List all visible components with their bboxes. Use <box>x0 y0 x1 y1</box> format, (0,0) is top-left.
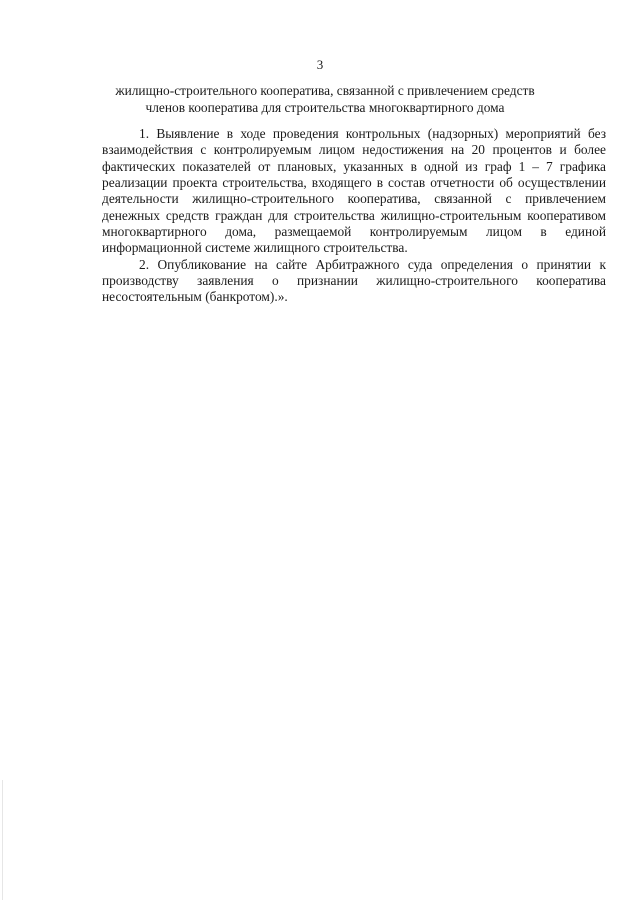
heading-line-1: жилищно-строительного кооператива, связанной с привлечением средств <box>115 83 535 98</box>
page-number: 3 <box>316 57 324 72</box>
document-body <box>102 126 606 306</box>
section-heading <box>95 83 555 116</box>
paragraph-1: 1. Выявление в ходе проведения контрольных (надзорных) мероприятий без взаимодействия с контролируемым лицом недостижения на 20 процентов и более фактических показателей от плановых, указанных в одной из граф 1 – 7 графика реализации проекта строительства, входящего в состав отчетности об осуществлении деятельности жилищно-строительного кооператива, связанной с привлечением денежных средств граждан для строительства жилищно-строительным кооперативом многоквартирного дома, размещаемой контролируемым лицом в единой информационной системе жилищного строительства. <box>102 126 606 256</box>
heading-line-2: членов кооператива для строительства многоквартирного дома <box>145 99 505 115</box>
scan-edge-line <box>2 780 3 900</box>
paragraph-2: 2. Опубликование на сайте Арбитражного суда определения о принятии к производству заявления о признании жилищно-строительного кооператива несостоятельным (банкротом).». <box>102 256 606 305</box>
